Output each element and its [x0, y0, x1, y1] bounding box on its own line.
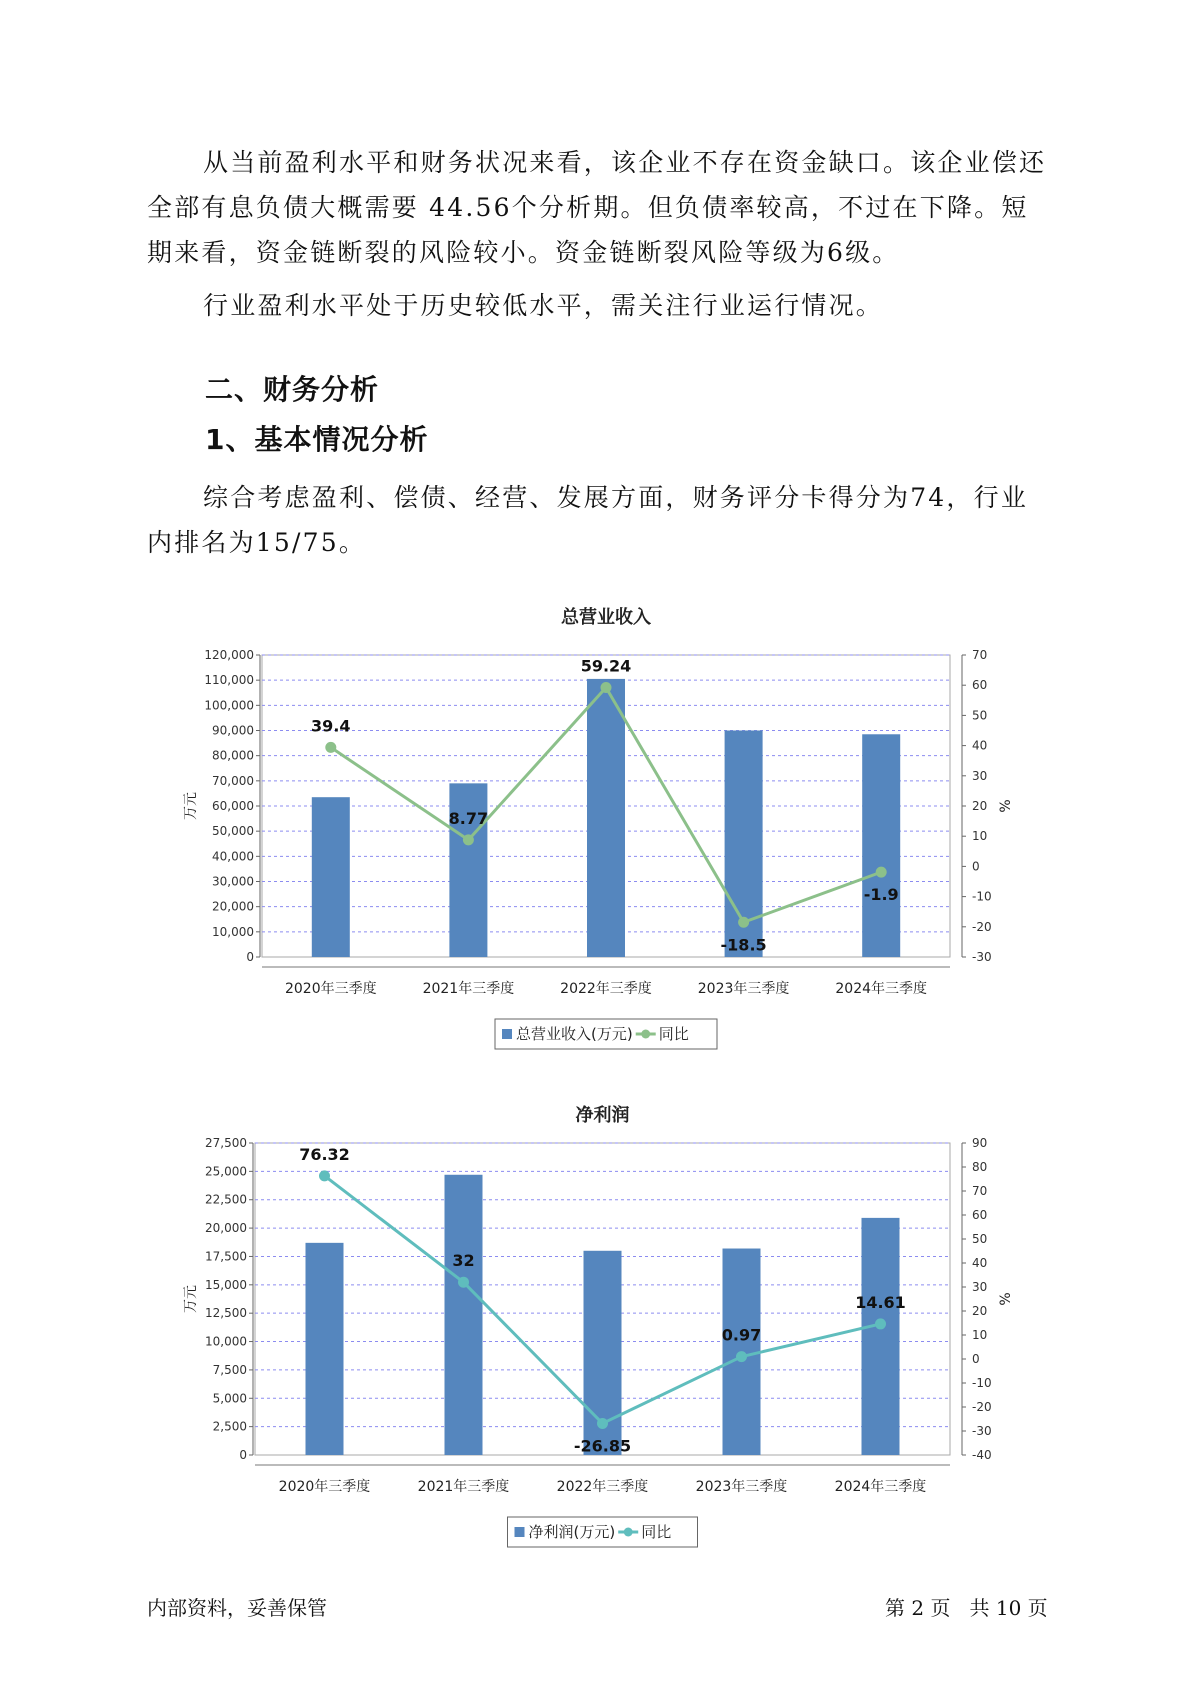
y-axis-title: 万元	[183, 1285, 199, 1313]
x-tick-label: 2020年三季度	[284, 981, 377, 997]
y-tick-label: 0	[246, 950, 254, 964]
y2-tick-label: 50	[972, 708, 988, 723]
y-tick-label: 50,000	[212, 824, 254, 839]
line-point	[319, 1170, 330, 1181]
chart-net-profit-svg	[0, 1093, 1191, 1548]
data-label: 8.77	[448, 808, 489, 828]
y2-tick-label: 10	[972, 1328, 988, 1342]
chart-revenue	[0, 595, 1191, 1050]
y-tick-label: 25,000	[205, 1164, 247, 1179]
y2-tick-label: -30	[972, 1424, 992, 1438]
paragraph-industry	[147, 283, 1047, 328]
bar	[862, 1218, 900, 1455]
y2-tick-label: -20	[972, 1400, 992, 1414]
y-tick-label: 17,500	[205, 1249, 247, 1264]
line-point	[601, 682, 612, 693]
legend-bar-label: 净利润(万元)	[528, 1523, 616, 1541]
y2-tick-label: 70	[972, 648, 988, 662]
x-tick-label: 2023年三季度	[697, 981, 790, 997]
y-tick-label: 0	[239, 1448, 247, 1462]
y2-tick-label: 50	[972, 1232, 988, 1246]
y-tick-label: 110,000	[204, 673, 254, 688]
x-tick-label: 2023年三季度	[695, 1479, 788, 1495]
y2-axis-title: %	[998, 1292, 1014, 1306]
y2-axis-title: %	[998, 799, 1014, 813]
y-tick-label: 27,500	[205, 1136, 247, 1150]
footer-note: 内部资料，妥善保管	[147, 1596, 327, 1620]
y-tick-label: 10,000	[205, 1334, 247, 1349]
y2-tick-label: 60	[972, 678, 988, 693]
y2-tick-label: -20	[972, 919, 992, 934]
chart-title: 净利润	[575, 1105, 630, 1126]
y2-tick-label: 20	[972, 1304, 988, 1318]
y-tick-label: 80,000	[212, 748, 254, 763]
y-tick-label: 20,000	[205, 1221, 247, 1236]
y-tick-label: 12,500	[205, 1306, 247, 1321]
bar	[312, 797, 350, 957]
data-label: 32	[452, 1251, 475, 1271]
chart-title: 总营业收入	[561, 607, 651, 628]
y2-tick-label: -10	[972, 1376, 992, 1390]
y-tick-label: 2,500	[212, 1419, 247, 1434]
data-label: -1.9	[863, 885, 899, 905]
y2-tick-label: 70	[972, 1184, 988, 1198]
y-tick-label: 10,000	[212, 924, 254, 939]
bar	[306, 1243, 344, 1455]
chart-revenue-svg	[0, 595, 1191, 1050]
data-label: 0.97	[721, 1325, 762, 1345]
legend-bar-label: 总营业收入(万元)	[516, 1025, 633, 1043]
line-point	[738, 917, 749, 928]
footer-page-number: 第 2 页 共 10 页	[885, 1596, 1048, 1620]
paragraph-funding-text: 从当前盈利水平和财务状况来看，该企业不存在资金缺口。该企业偿还全部有息负债大概需要 44.56个分析期。但负债率较高，不过在下降。短期来看，资金链断裂的风险较小。资金链断裂风险等级为6级。	[147, 148, 1047, 267]
line-point	[458, 1277, 469, 1288]
y2-tick-label: 10	[972, 829, 988, 844]
y-tick-label: 20,000	[212, 899, 254, 914]
legend-line-label: 同比	[658, 1025, 689, 1043]
line-point	[597, 1418, 608, 1429]
data-label: -18.5	[720, 935, 767, 955]
bar	[587, 679, 625, 957]
data-label: -26.85	[573, 1436, 632, 1456]
y-tick-label: 70,000	[212, 773, 254, 788]
paragraph-industry-text: 行业盈利水平处于历史较低水平，需关注行业运行情况。	[203, 291, 884, 320]
legend-bar-swatch	[502, 1029, 512, 1039]
x-tick-label: 2021年三季度	[417, 1479, 510, 1495]
y-tick-label: 40,000	[212, 849, 254, 864]
y2-tick-label: 90	[972, 1136, 988, 1150]
x-tick-label: 2022年三季度	[556, 1479, 649, 1495]
y2-tick-label: -30	[972, 950, 992, 964]
y-tick-label: 90,000	[212, 723, 254, 738]
y2-tick-label: 20	[972, 799, 988, 813]
y2-tick-label: 40	[972, 1256, 988, 1270]
chart-net-profit	[0, 1093, 1191, 1548]
x-tick-label: 2024年三季度	[835, 981, 928, 997]
y-tick-label: 7,500	[212, 1362, 247, 1377]
legend-line-label: 同比	[641, 1523, 672, 1541]
data-label: 59.24	[580, 656, 632, 676]
y-axis-title: 万元	[183, 792, 199, 820]
y-tick-label: 22,500	[205, 1192, 247, 1207]
y2-tick-label: -10	[972, 889, 992, 904]
y-tick-label: 100,000	[204, 698, 254, 713]
x-tick-label: 2021年三季度	[422, 981, 515, 997]
y2-tick-label: 30	[972, 768, 988, 783]
data-label: 39.4	[311, 716, 351, 736]
y2-tick-label: 0	[972, 859, 980, 874]
legend-line-marker	[641, 1030, 650, 1039]
section-heading: 二、财务分析	[205, 373, 380, 406]
x-tick-label: 2020年三季度	[278, 1479, 371, 1495]
y2-tick-label: 40	[972, 738, 988, 753]
data-label: 76.32	[299, 1144, 350, 1164]
y2-tick-label: 30	[972, 1280, 988, 1294]
bar	[445, 1175, 483, 1455]
subsection-heading: 1、基本情况分析	[205, 423, 429, 456]
y-tick-label: 30,000	[212, 874, 254, 889]
x-tick-label: 2022年三季度	[560, 981, 652, 997]
x-tick-label: 2024年三季度	[834, 1479, 927, 1495]
line-point	[463, 834, 474, 845]
paragraph-scorecard-text: 综合考虑盈利、偿债、经营、发展方面，财务评分卡得分为74，行业内排名为15/75。	[147, 483, 1029, 557]
legend-bar-swatch	[515, 1527, 525, 1537]
paragraph-funding	[147, 140, 1047, 275]
y2-tick-label: 80	[972, 1160, 988, 1174]
bar	[862, 734, 900, 957]
y-tick-label: 120,000	[204, 648, 254, 662]
line-point	[876, 867, 887, 878]
y2-tick-label: 60	[972, 1208, 988, 1222]
line-point	[325, 742, 336, 753]
y2-tick-label: 0	[972, 1352, 980, 1366]
paragraph-scorecard	[147, 475, 1047, 565]
line-point	[875, 1318, 886, 1329]
y-tick-label: 60,000	[212, 799, 254, 813]
line-point	[736, 1351, 747, 1362]
y-tick-label: 5,000	[212, 1391, 247, 1406]
y-tick-label: 15,000	[205, 1277, 247, 1292]
y2-tick-label: -40	[972, 1448, 992, 1462]
legend-line-marker	[624, 1528, 633, 1537]
data-label: 14.61	[855, 1292, 906, 1312]
